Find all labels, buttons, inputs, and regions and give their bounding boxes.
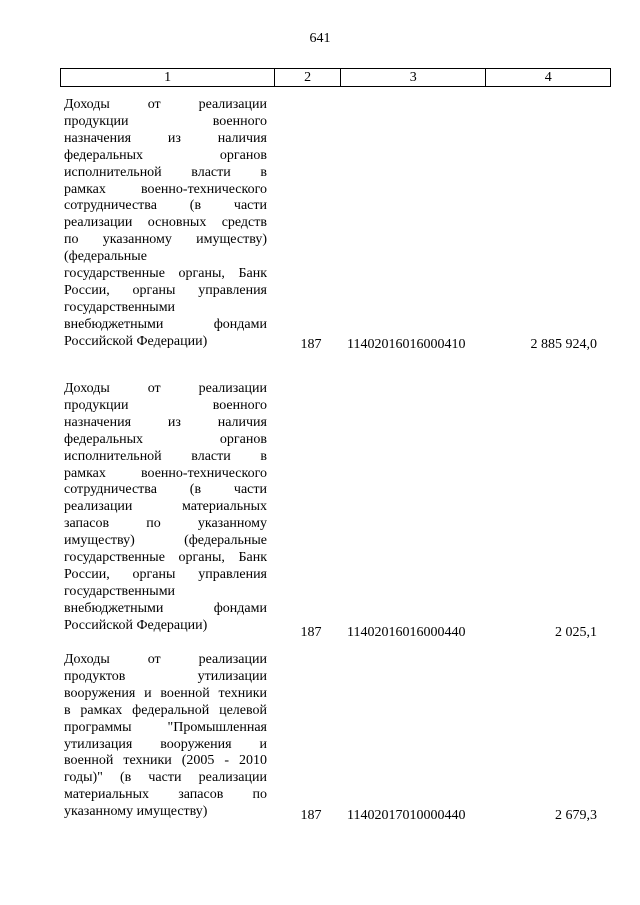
- desc-line: рамках военно-технического: [64, 181, 267, 197]
- amount: 2 885 924,0: [530, 337, 597, 352]
- admin-code: 187: [300, 337, 322, 352]
- desc-line: государственные органы, Банк: [64, 550, 267, 566]
- desc-line: рамках военно-технического: [64, 465, 267, 481]
- revenue-code: 11402017010000440: [347, 808, 466, 823]
- admin-code: 187: [300, 625, 322, 640]
- row-description: [64, 97, 267, 351]
- row-description: [64, 652, 267, 821]
- desc-line: вооружения и военной техники: [64, 685, 267, 701]
- desc-line: реализации материальных: [64, 499, 267, 515]
- desc-line: материальных запасов по: [64, 787, 267, 803]
- desc-line: (федеральные: [64, 249, 147, 265]
- desc-line: Российской Федерации): [64, 333, 208, 349]
- desc-line: по указанному имуществу): [64, 232, 267, 248]
- desc-line: сотрудничества (в части: [64, 482, 267, 498]
- desc-line: исполнительной власти в: [64, 448, 267, 464]
- desc-line: федеральных органов: [64, 431, 267, 447]
- desc-line: государственные органы, Банк: [64, 266, 267, 282]
- desc-line: указанному имуществу): [64, 804, 208, 820]
- desc-line: в рамках федеральной целевой: [64, 702, 267, 718]
- desc-line: внебюджетными фондами: [64, 316, 267, 332]
- desc-line: реализации основных средств: [64, 215, 267, 231]
- admin-code: 187: [300, 808, 322, 823]
- desc-line: сотрудничества (в части: [64, 198, 267, 214]
- revenue-code: 11402016016000410: [347, 337, 466, 352]
- row-description: [64, 381, 267, 635]
- page-number: 641: [309, 31, 331, 46]
- header-col-3: 3: [341, 69, 486, 86]
- desc-line: продукции военного: [64, 397, 267, 413]
- desc-line: программы "Промышленная: [64, 719, 267, 735]
- desc-line: Доходы от реализации: [64, 97, 267, 112]
- desc-line: назначения из наличия: [64, 130, 267, 146]
- desc-line: государственными: [64, 583, 176, 599]
- desc-line: исполнительной власти в: [64, 164, 267, 180]
- desc-line: продуктов утилизации: [64, 668, 267, 684]
- desc-line: годы)" (в части реализации: [64, 770, 267, 786]
- header-col-4: 4: [544, 69, 552, 85]
- amount: 2 025,1: [555, 625, 597, 640]
- header-col-1: 1: [61, 69, 275, 86]
- desc-line: военной техники (2005 - 2010: [64, 753, 267, 769]
- desc-line: внебюджетными фондами: [64, 600, 267, 616]
- desc-line: утилизация вооружения и: [64, 736, 267, 752]
- desc-line: Российской Федерации): [64, 617, 208, 633]
- desc-line: государственными: [64, 299, 176, 315]
- desc-line: России, органы управления: [64, 566, 267, 582]
- desc-line: продукции военного: [64, 113, 267, 129]
- desc-line: имуществу) (федеральные: [64, 533, 267, 549]
- desc-line: запасов по указанному: [64, 516, 267, 532]
- desc-line: Доходы от реализации: [64, 381, 267, 396]
- revenue-code: 11402016016000440: [347, 625, 466, 640]
- desc-line: Доходы от реализации: [64, 652, 267, 667]
- header-col-2: 2: [275, 69, 341, 86]
- amount: 2 679,3: [555, 808, 597, 823]
- desc-line: федеральных органов: [64, 147, 267, 163]
- desc-line: назначения из наличия: [64, 414, 267, 430]
- table-header: [60, 68, 611, 87]
- desc-line: России, органы управления: [64, 282, 267, 298]
